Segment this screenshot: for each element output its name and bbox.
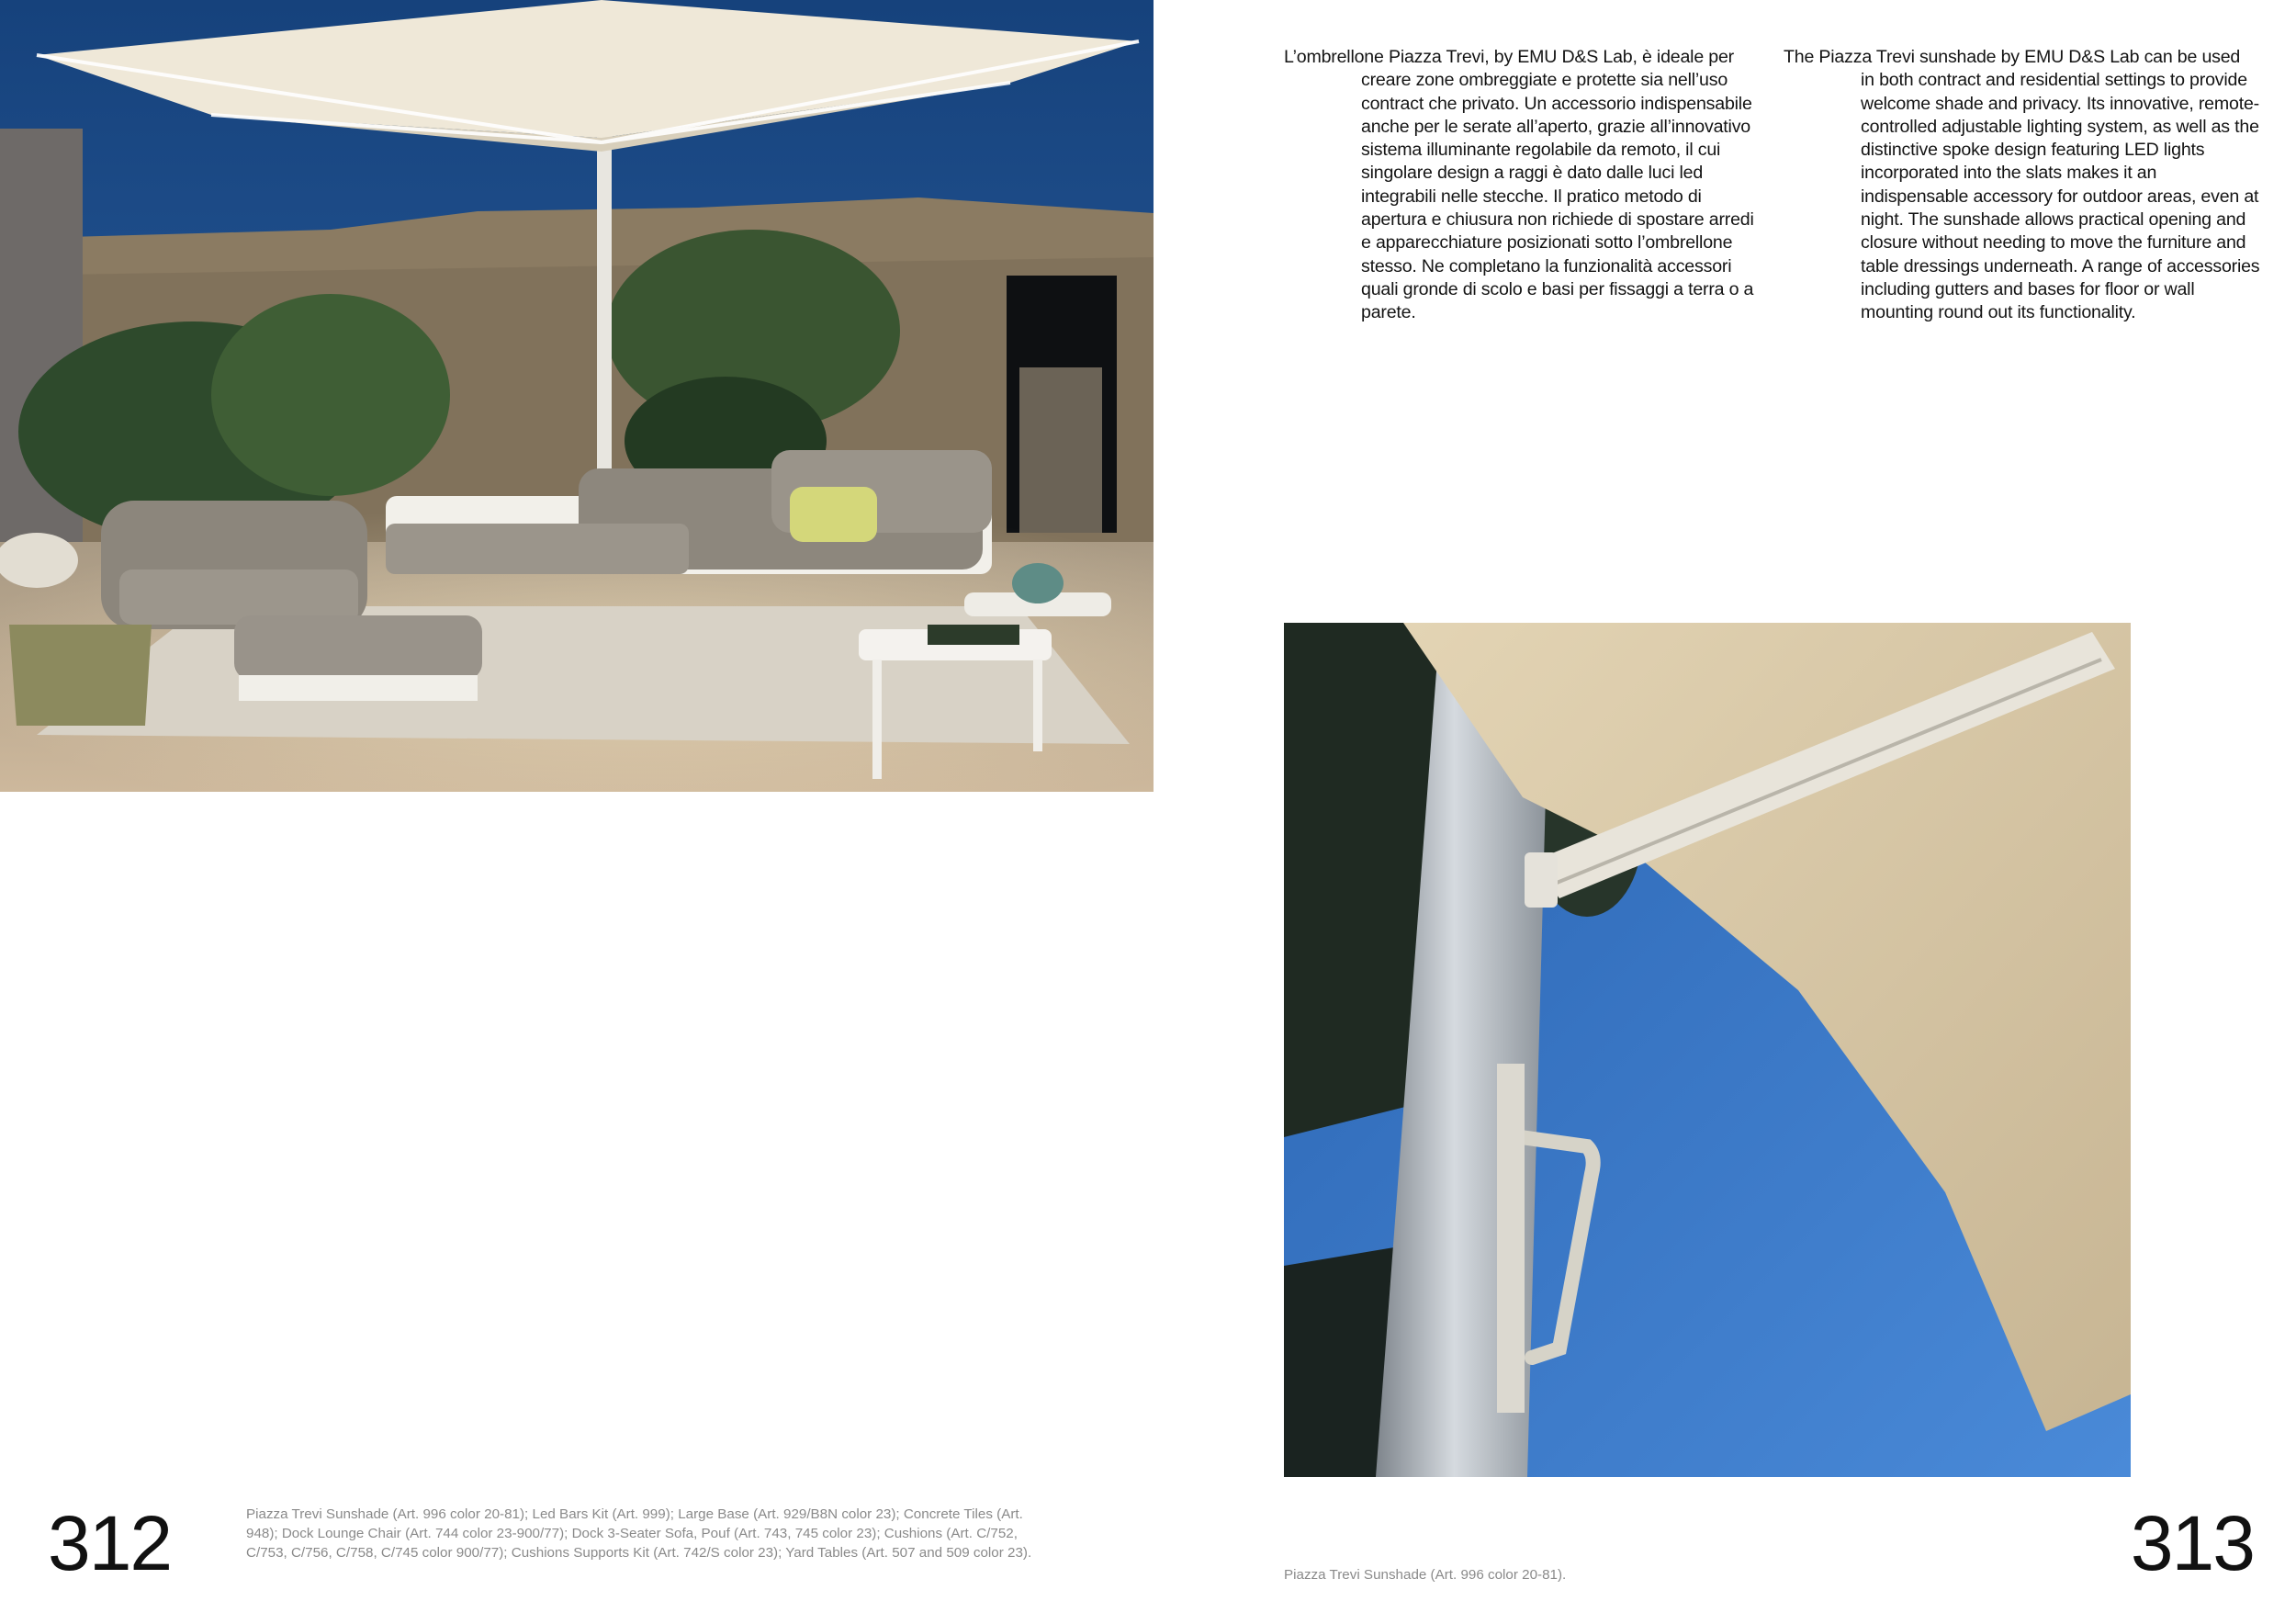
- description-english-body: in both contract and residential settings to provide welcome shade and privacy. Its innovative, remote-controlled adjustable lighting system, as well as the distinctive spoke design featuring LED lights incorporated into the slats makes it an indispensable accessory for outdoor areas, even at night. The sunshade allows practical opening and closure without needing to move the furniture and table dressings underneath. A range of accessories including gutters and bases for floor or wall mounting round out its functionality.: [1861, 70, 2260, 323]
- outdoor-lounge-photo: [0, 0, 1154, 792]
- sunshade-detail-illustration: [1284, 623, 2131, 1477]
- page-number-left: 312: [48, 1500, 172, 1586]
- description-english: [1784, 46, 2261, 325]
- description-italian-lead: L’ombrellone Piazza Trevi, by EMU D&S Lab, è ideale per: [1284, 47, 1734, 67]
- photo-caption-left: Piazza Trevi Sunshade (Art. 996 color 20-81); Led Bars Kit (Art. 999); Large Base (Art. 929/B8N color 23); Concrete Tiles (Art. 948); Dock Lounge Chair (Art. 744 color 23-900/77); Dock 3-Seater Sofa, Pouf (Art. 743, 745 color 23); Cushions (Art. C/752, C/753, C/756, C/758, C/745 color 900/77); Cushions Supports Kit (Art. 742/S color 23); Yard Tables (Art. 507 and 509 color 23).: [246, 1506, 1032, 1562]
- page-number-right: 313: [2130, 1500, 2254, 1586]
- photo-caption-right: Piazza Trevi Sunshade (Art. 996 color 20-81).: [1284, 1567, 1567, 1583]
- description-italian: [1284, 46, 1761, 325]
- description-italian-body: creare zone ombreggiate e protette sia nell’uso contract che privato. Un accessorio indispensabile anche per le serate all’aperto, grazie all’innovativo sistema illuminante regolabile da remoto, il cui singolare design a raggi è dato dalle luci led integrabili nelle stecche. Il pratico metodo di apertura e chiusura non richiede di spostare arredi e apparecchiature posizionati sotto l’ombrellone stesso. Ne completano la funzionalità accessori quali gronde di scolo e basi per fissaggi a terra o a parete.: [1361, 70, 1754, 323]
- description-english-lead: The Piazza Trevi sunshade by EMU D&S Lab can be used: [1784, 47, 2241, 67]
- sunshade-detail-photo: [1284, 623, 2131, 1477]
- outdoor-lounge-illustration: [0, 0, 1154, 792]
